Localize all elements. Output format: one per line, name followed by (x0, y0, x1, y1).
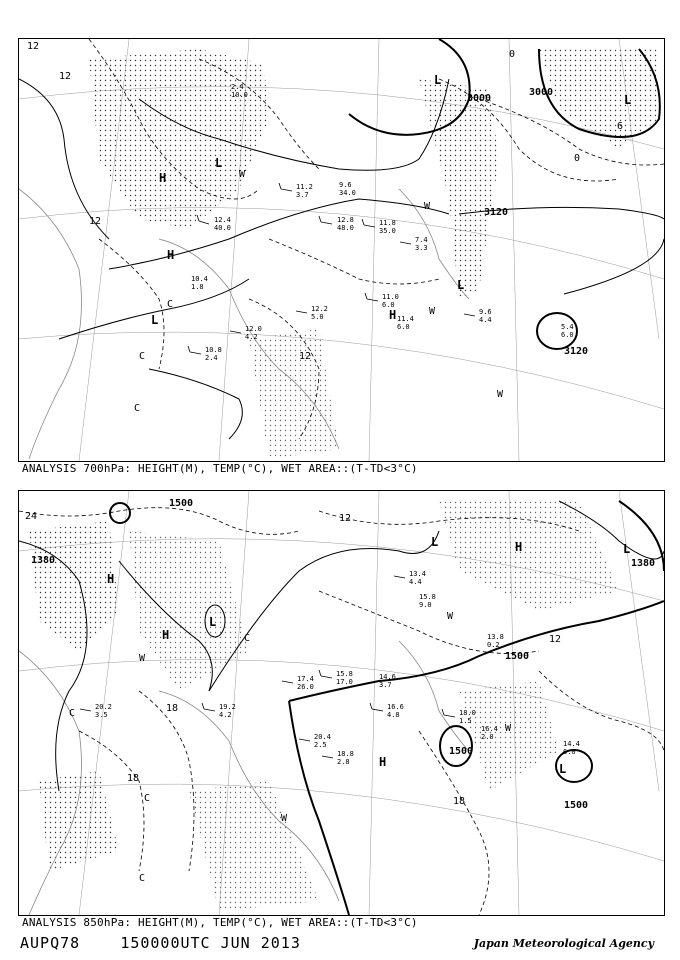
height-label: 3120 (484, 207, 509, 218)
cold-center: C (139, 873, 146, 884)
temp-label: 0 (574, 153, 581, 164)
station-value: 16.4 (481, 725, 498, 733)
station-value: 9.6 (339, 181, 352, 189)
station-value: 26.0 (297, 683, 314, 691)
station-value: 13.4 (409, 570, 426, 578)
station-value: 15.8 (336, 670, 353, 678)
temp-label: 0 (509, 49, 516, 60)
station-value: 9.6 (479, 308, 492, 316)
caption-700hpa: ANALYSIS 700hPa: HEIGHT(M), TEMP(°C), WET AREA::(T-TD<3°C) (22, 462, 418, 475)
cold-center: C (69, 708, 76, 719)
height-label: 1380 (631, 558, 656, 569)
wet-area (439, 501, 619, 611)
station-value: 5.0 (311, 313, 324, 321)
station-value: 0.2 (487, 641, 500, 649)
station-value: 6.0 (561, 331, 574, 339)
temp-label: 12 (339, 513, 352, 524)
station-value: 14.4 (563, 740, 580, 748)
low-center: L (623, 542, 631, 556)
height-label: 3000 (529, 87, 554, 98)
station-value: 12.0 (245, 325, 262, 333)
station-value: 12.4 (214, 216, 231, 224)
station-value: 4.4 (409, 578, 422, 586)
station-value: 48.0 (337, 224, 354, 232)
wet-area (39, 771, 119, 871)
station-value: 34.0 (339, 189, 356, 197)
temp-label: 6 (617, 121, 624, 132)
high-center: H (515, 540, 523, 554)
warm-center: W (139, 653, 146, 664)
temp-label: 12 (27, 41, 40, 52)
cold-center: C (139, 351, 146, 362)
station-value: 7.4 (415, 236, 428, 244)
height-label: 1380 (31, 555, 56, 566)
station-value: 4.8 (387, 711, 400, 719)
station-value: 35.0 (379, 227, 396, 235)
caption-850hpa: ANALYSIS 850hPa: HEIGHT(M), TEMP(°C), WET AREA::(T-TD<3°C) (22, 916, 418, 929)
station-value: 10.4 (191, 275, 208, 283)
temp-label: 18 (127, 773, 140, 784)
station-value: 18.8 (337, 750, 354, 758)
warm-center: W (447, 611, 454, 622)
warm-center: W (429, 306, 436, 317)
wet-area (29, 521, 119, 651)
wet-area (419, 79, 499, 299)
station-value: 1.8 (191, 283, 204, 291)
height-label: 3000 (467, 93, 492, 104)
map-panel-850hpa (18, 490, 665, 916)
station-value: 17.4 (297, 675, 314, 683)
chart-identifier (20, 934, 301, 952)
low-center: L (624, 93, 632, 107)
station-value: 13.8 (487, 633, 504, 641)
cold-center: C (144, 793, 151, 804)
cold-center: C (244, 633, 251, 644)
chart-850hpa (19, 491, 664, 915)
low-center: L (215, 156, 223, 170)
height-label: 1500 (505, 651, 530, 662)
height-label: 1500 (169, 498, 194, 509)
high-center: H (167, 248, 175, 262)
station-value: 18.0 (459, 709, 476, 717)
warm-center: W (239, 169, 246, 180)
wet-area (189, 781, 319, 911)
temp-label: 12 (59, 71, 72, 82)
coastline (399, 641, 469, 751)
warm-center: W (497, 389, 504, 400)
wind-barbs (188, 183, 475, 354)
station-value: 4.2 (219, 711, 232, 719)
station-value: 14.6 (379, 673, 396, 681)
temp-label: 12 (299, 351, 312, 362)
station-value: 6.0 (397, 323, 410, 331)
station-value: 10.8 (205, 346, 222, 354)
temp-label: 12 (89, 216, 102, 227)
station-value: 16.6 (387, 703, 404, 711)
low-center: L (431, 535, 439, 549)
wet-area (129, 531, 249, 691)
station-value: 10.0 (231, 91, 248, 99)
station-value: 3.5 (95, 711, 108, 719)
wet-area (459, 681, 559, 791)
station-value: 11.4 (397, 315, 414, 323)
station-value: 2.4 (231, 83, 244, 91)
station-value: 3.7 (379, 681, 392, 689)
low-center: L (151, 313, 159, 327)
station-value: 12.8 (337, 216, 354, 224)
station-value: 6.0 (382, 301, 395, 309)
high-center: H (389, 308, 397, 322)
high-center: H (379, 755, 387, 769)
temp-label: 18 (453, 796, 466, 807)
low-center: L (559, 762, 567, 776)
warm-center: W (505, 723, 512, 734)
station-value: 2.0 (481, 733, 494, 741)
cold-center: C (167, 299, 174, 310)
low-center: L (434, 73, 442, 87)
station-value: 4.4 (479, 316, 492, 324)
height-label: 1500 (449, 746, 474, 757)
station-value: 2.4 (205, 354, 218, 362)
station-value: 3.7 (296, 191, 309, 199)
high-center: H (162, 628, 170, 642)
station-value: 20.4 (314, 733, 331, 741)
height-label: 1500 (564, 800, 589, 811)
cold-center: C (134, 403, 141, 414)
coastline (19, 189, 82, 459)
low-center: L (209, 615, 217, 629)
warm-center: W (281, 813, 288, 824)
temp-label: 24 (25, 511, 38, 522)
station-value: 17.0 (336, 678, 353, 686)
station-value: 6.0 (563, 748, 576, 756)
station-value: 2.5 (314, 741, 327, 749)
station-value: 11.2 (296, 183, 313, 191)
agency-credit: Japan Meteorological Agency (473, 937, 654, 950)
station-value: 4.2 (245, 333, 258, 341)
station-value: 11.0 (382, 293, 399, 301)
station-value: 20.2 (95, 703, 112, 711)
height-label: 3120 (564, 346, 589, 357)
high-center: H (159, 171, 167, 185)
station-value: 11.8 (379, 219, 396, 227)
high-center: H (107, 572, 115, 586)
temp-label: 18 (166, 703, 179, 714)
station-value: 19.2 (219, 703, 236, 711)
station-value: 40.0 (214, 224, 231, 232)
station-value: 15.8 (419, 593, 436, 601)
station-value: 5.4 (561, 323, 574, 331)
temp-label: 12 (549, 634, 562, 645)
wet-area (249, 329, 339, 459)
station-value: 9.0 (419, 601, 432, 609)
station-value: 12.2 (311, 305, 328, 313)
station-value: 1.5 (459, 717, 472, 725)
low-center: L (457, 278, 465, 292)
chart-700hpa (19, 39, 664, 461)
station-value: 2.8 (337, 758, 350, 766)
map-panel-700hpa (18, 38, 665, 462)
analysis-time: 150000UTC JUN 2013 (120, 934, 301, 952)
warm-center: W (424, 201, 431, 212)
chart-code: AUPQ78 (20, 934, 81, 952)
station-value: 3.3 (415, 244, 428, 252)
